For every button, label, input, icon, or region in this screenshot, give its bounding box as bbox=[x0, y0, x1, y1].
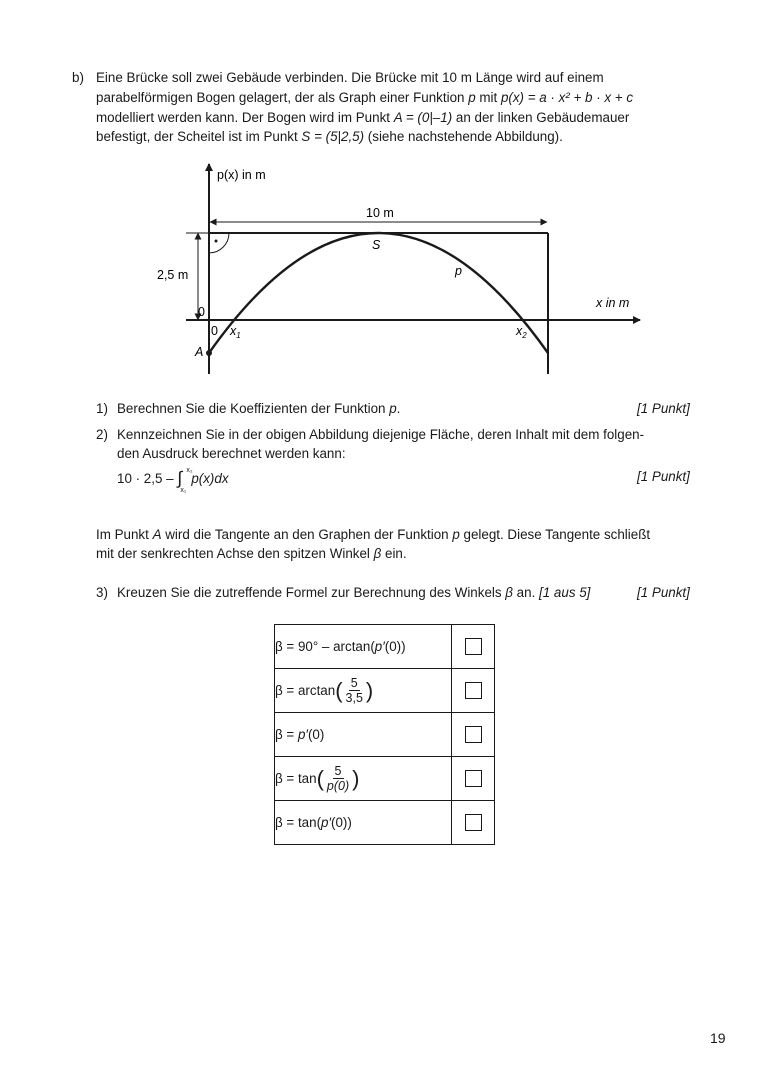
height-label: 2,5 m bbox=[157, 268, 189, 282]
question-3-number: 3) bbox=[96, 585, 108, 600]
zero-x-label: 0 bbox=[211, 324, 218, 338]
question-2-line-1: Kennzeichnen Sie in der obigen Abbildung diejenige Fläche, deren Inhalt mit dem folgen- bbox=[117, 427, 645, 442]
tangent-line-1: Im Punkt A wird die Tangente an den Graphen der Funktion p gelegt. Diese Tangente schließt bbox=[96, 527, 651, 542]
x-axis-label: x in m bbox=[596, 296, 630, 310]
question-2-number: 2) bbox=[96, 427, 108, 442]
question-1-text: Berechnen Sie die Koeffizienten der Funktion p. bbox=[117, 401, 401, 416]
question-2-line-2: den Ausdruck berechnet werden kann: bbox=[117, 446, 346, 461]
width-label: 10 m bbox=[366, 206, 394, 220]
choice-checkbox-5[interactable] bbox=[465, 814, 482, 831]
question-1-points: [1 Punkt] bbox=[637, 401, 690, 416]
integral-upper: x₂ bbox=[186, 467, 193, 474]
integral-lower: x₁ bbox=[180, 487, 187, 494]
choice-row bbox=[275, 757, 495, 801]
zero-y-label: 0 bbox=[198, 305, 205, 319]
point-a-label: A bbox=[195, 345, 204, 359]
root-x2-label: $x_2$ bbox=[516, 324, 527, 340]
choice-formula-4: β = tan ( $\frac{5}{p(0)}$ ) bbox=[275, 757, 452, 801]
intro-line-3: modelliert werden kann. Der Bogen wird im Punkt A = (0|–1) an der linken Gebäudemauer bbox=[96, 110, 630, 125]
question-1-number: 1) bbox=[96, 401, 108, 416]
root-x1-label: $x_1$ bbox=[230, 324, 241, 340]
intro-line-1: Eine Brücke soll zwei Gebäude verbinden. Die Brücke mit 10 m Länge wird auf einem bbox=[96, 70, 604, 85]
choice-table bbox=[274, 624, 495, 845]
choice-formula-1: β = 90° – arctan( p′ (0)) bbox=[275, 625, 452, 669]
task-label: b) bbox=[72, 70, 84, 85]
question-2-expression: 10 · 2,5 – ∫ x₂ x₁ p(x)dx bbox=[117, 468, 229, 488]
intro-line-4: befestigt, der Scheitel ist im Punkt S = (5|2,5) (siehe nachstehende Abbildung). bbox=[96, 129, 563, 144]
tangent-line-2: mit der senkrechten Achse den spitzen Winkel β ein. bbox=[96, 546, 407, 561]
right-angle-arc bbox=[209, 233, 229, 253]
choice-checkbox-2[interactable] bbox=[465, 682, 482, 699]
choice-checkbox-1[interactable] bbox=[465, 638, 482, 655]
choice-checkbox-3[interactable] bbox=[465, 726, 482, 743]
choice-row bbox=[275, 625, 495, 669]
question-2-points: [1 Punkt] bbox=[637, 469, 690, 484]
choice-formula-3: β = p′ (0) bbox=[275, 713, 452, 757]
page-number: 19 bbox=[710, 1030, 726, 1046]
choice-checkbox-4[interactable] bbox=[465, 770, 482, 787]
choice-row bbox=[275, 801, 495, 845]
point-a-dot bbox=[206, 350, 212, 356]
bridge-parabola-figure bbox=[0, 0, 769, 400]
choice-formula-5: β = tan( p′ (0)) bbox=[275, 801, 452, 845]
intro-line-2: parabelförmigen Bogen gelagert, der als Graph einer Funktion p mit p(x) = a · x² + b · x + c bbox=[96, 90, 634, 105]
choice-row bbox=[275, 669, 495, 713]
choice-row bbox=[275, 713, 495, 757]
question-3-points: [1 Punkt] bbox=[637, 585, 690, 600]
choice-formula-2: β = arctan ( $\frac{5}{3,5}$ ) bbox=[275, 669, 452, 713]
integral-sign: ∫ bbox=[177, 468, 183, 488]
right-angle-dot bbox=[215, 240, 218, 243]
vertex-s-label: S bbox=[372, 238, 381, 252]
question-3-text: Kreuzen Sie die zutreffende Formel zur Berechnung des Winkels β an. [1 aus 5] bbox=[117, 585, 591, 600]
y-axis-label: p(x) in m bbox=[217, 168, 266, 182]
curve-p-label: p bbox=[455, 264, 462, 278]
